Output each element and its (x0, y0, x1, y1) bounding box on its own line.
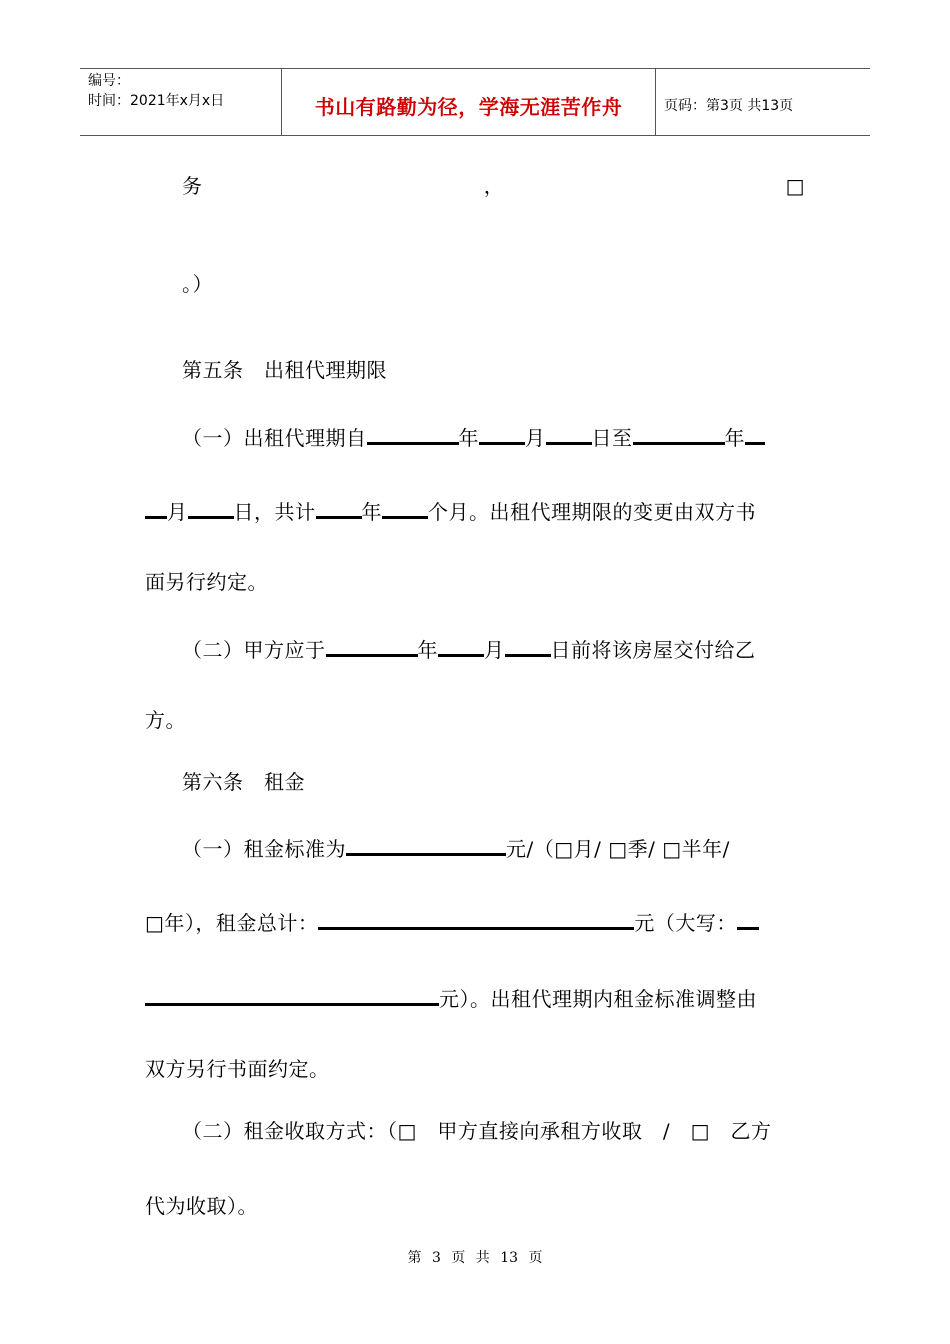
text-fragment: 务 (182, 174, 203, 198)
fill-blank (745, 420, 765, 445)
fill-blank (633, 420, 725, 445)
paragraph-6-1-line-1 (182, 831, 805, 863)
text-fragment: □年），租金总计： (145, 911, 319, 935)
text-fragment: 日，共计 (233, 500, 316, 524)
text-fragment: 月 (484, 638, 505, 662)
fill-blank (145, 494, 167, 519)
text-fragment: 日至 (591, 426, 633, 450)
fill-blank (318, 905, 634, 930)
header-right-cell (656, 69, 870, 135)
text-fragment: （二）甲方应于 (182, 638, 326, 662)
paragraph-5-1-line-3: 面另行约定。 (145, 570, 268, 594)
fill-blank (188, 494, 234, 519)
header-left-cell (80, 69, 282, 135)
fill-blank (382, 494, 428, 519)
article-5-title: 第五条 出租代理期限 (182, 358, 387, 382)
text-fragment: 月 (167, 500, 188, 524)
page-footer: 第 3 页 共 13 页 (407, 1250, 543, 1266)
paragraph-6-2-line-2: 代为收取）。 (145, 1194, 258, 1218)
fill-blank (505, 632, 551, 657)
paragraph-5-2-line-1 (182, 632, 805, 664)
fill-blank (737, 905, 759, 930)
paragraph-5-1-line-2 (145, 494, 805, 526)
text-fragment: 年 (724, 426, 745, 450)
text-fragment: 日前将该房屋交付给乙 (550, 638, 756, 662)
article-6-title: 第六条 租金 (182, 770, 305, 794)
text-fragment: 年 (458, 426, 479, 450)
text-fragment: 元（大写： (634, 911, 737, 935)
checkbox-glyph: □ (785, 174, 805, 198)
text-fragment: 月 (525, 426, 546, 450)
fill-blank (479, 420, 525, 445)
text-fragment: ， (483, 174, 505, 198)
paragraph-6-1-line-2 (145, 905, 805, 937)
text-fragment: 元/（□月/ □季/ □半年/ (506, 837, 730, 861)
header-motto: 书山有路勤为径，学海无涯苦作舟 (314, 95, 623, 119)
text-fragment: 个月。出租代理期限的变更由双方书 (428, 500, 756, 524)
text-line-1 (182, 172, 805, 200)
text-fragment: （一）出租代理期自 (182, 426, 367, 450)
paragraph-6-1-line-4: 双方另行书面约定。 (145, 1057, 330, 1081)
paragraph-6-1-line-3 (145, 981, 805, 1013)
document-date-label: 时间：2021年x月x日 (88, 93, 225, 109)
document-number-label: 编号： (88, 73, 130, 89)
fill-blank (546, 420, 592, 445)
text-fragment: 元）。出租代理期内租金标准调整由 (439, 987, 757, 1011)
fill-blank (438, 632, 484, 657)
paragraph-6-2-line-1: （二）租金收取方式：（□ 甲方直接向承租方收取 / □ 乙方 (182, 1119, 772, 1143)
document-header (80, 68, 870, 136)
text-line-2: 。） (182, 272, 213, 296)
fill-blank (346, 831, 506, 856)
paragraph-5-2-line-2: 方。 (145, 708, 186, 732)
fill-blank (145, 981, 439, 1006)
text-fragment: 年 (361, 500, 382, 524)
fill-blank (367, 420, 459, 445)
header-page-info: 页码：第3页 共13页 (664, 98, 794, 114)
text-fragment: （一）租金标准为 (182, 837, 346, 861)
fill-blank (316, 494, 362, 519)
header-middle-cell (282, 69, 656, 135)
fill-blank (326, 632, 418, 657)
text-fragment: 年 (417, 638, 438, 662)
paragraph-5-1-line-1 (182, 420, 805, 452)
